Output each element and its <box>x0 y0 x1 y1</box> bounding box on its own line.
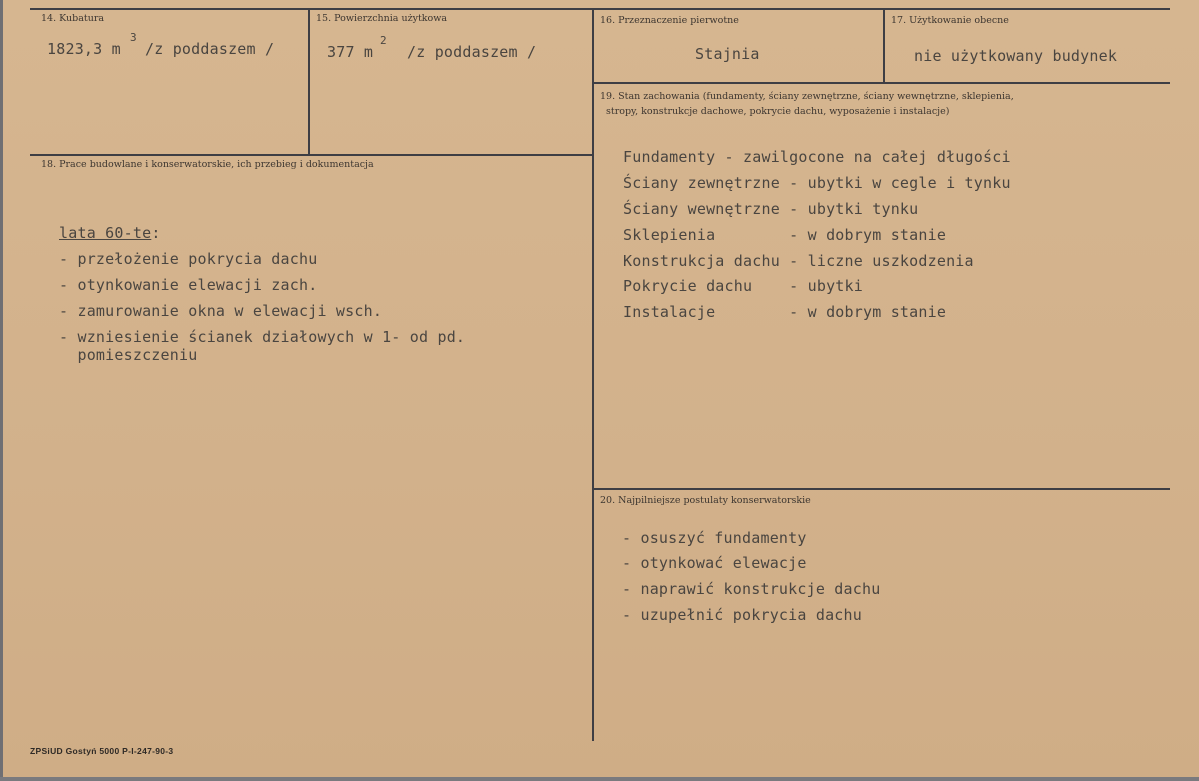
field-19-row: Sklepienia - w dobrym stanie <box>623 226 947 244</box>
divider-v3 <box>883 8 885 82</box>
field-14-exponent: 3 <box>130 31 137 44</box>
card-edge-left <box>0 0 3 781</box>
field-20-item: - osuszyć fundamenty <box>622 529 807 547</box>
field-18-heading-text: lata 60-te <box>59 224 152 242</box>
field-17-value: nie użytkowany budynek <box>914 47 1118 65</box>
field-18-item: - wzniesienie ścianek działowych w 1- od pd. <box>59 328 466 346</box>
field-20-item: - uzupełnić pokrycia dachu <box>622 606 862 624</box>
field-20-item: - naprawić konstrukcje dachu <box>622 580 881 598</box>
field-18-item: - przełożenie pokrycia dachu <box>59 250 318 268</box>
field-18-item: - zamurowanie okna w elewacji wsch. <box>59 302 383 320</box>
field-18-item: pomieszczeniu <box>59 346 198 364</box>
field-19-row: Fundamenty - zawilgocone na całej długości <box>623 148 1011 166</box>
card-edge-bottom <box>0 777 1199 781</box>
divider-h-left <box>30 154 593 156</box>
field-16-label: 16. Przeznaczenie pierwotne <box>600 15 739 26</box>
field-17-label: 17. Użytkowanie obecne <box>891 15 1009 26</box>
field-20-label: 20. Najpilniejsze postulaty konserwatorskie <box>600 495 811 506</box>
field-14-note: /z poddaszem / <box>145 40 275 58</box>
field-19-row: Pokrycie dachu - ubytki <box>623 277 863 295</box>
divider-v1 <box>308 8 310 156</box>
print-footer: ZPSiUD Gostyń 5000 P-I-247-90-3 <box>30 746 174 756</box>
divider-h-right-1 <box>593 82 1170 84</box>
field-15-label: 15. Powierzchnia użytkowa <box>316 13 448 24</box>
field-15-exponent: 2 <box>380 34 387 47</box>
field-19-row: Instalacje - w dobrym stanie <box>623 303 947 321</box>
field-19-row: Ściany wewnętrzne - ubytki tynku <box>623 200 919 218</box>
field-18-heading <box>59 224 161 242</box>
field-15-note: /z poddaszem / <box>407 43 537 61</box>
field-16-value: Stajnia <box>695 45 760 63</box>
divider-v2 <box>592 8 594 741</box>
field-19-row: Ściany zewnętrzne - ubytki w cegle i tynku <box>623 174 1011 192</box>
field-18-heading-colon: : <box>151 224 161 242</box>
field-14-label: 14. Kubatura <box>41 13 105 24</box>
field-19-label-line-1: 19. Stan zachowania (fundamenty, ściany zewnętrzne, ściany wewnętrzne, sklepienia, <box>600 91 1014 102</box>
field-15-value: 377 m <box>327 43 374 61</box>
field-18-label: 18. Prace budowlane i konserwatorskie, ich przebieg i dokumentacja <box>41 159 374 170</box>
field-14-value: 1823,3 m <box>47 40 121 58</box>
divider-h-right-2 <box>593 488 1170 490</box>
divider-top <box>30 8 1170 10</box>
field-18-item: - otynkowanie elewacji zach. <box>59 276 318 294</box>
field-19-label-line-2: stropy, konstrukcje dachowe, pokrycie dachu, wyposażenie i instalacje) <box>606 106 950 117</box>
field-19-row: Konstrukcja dachu - liczne uszkodzenia <box>623 252 974 270</box>
field-20-item: - otynkować elewacje <box>622 554 807 572</box>
